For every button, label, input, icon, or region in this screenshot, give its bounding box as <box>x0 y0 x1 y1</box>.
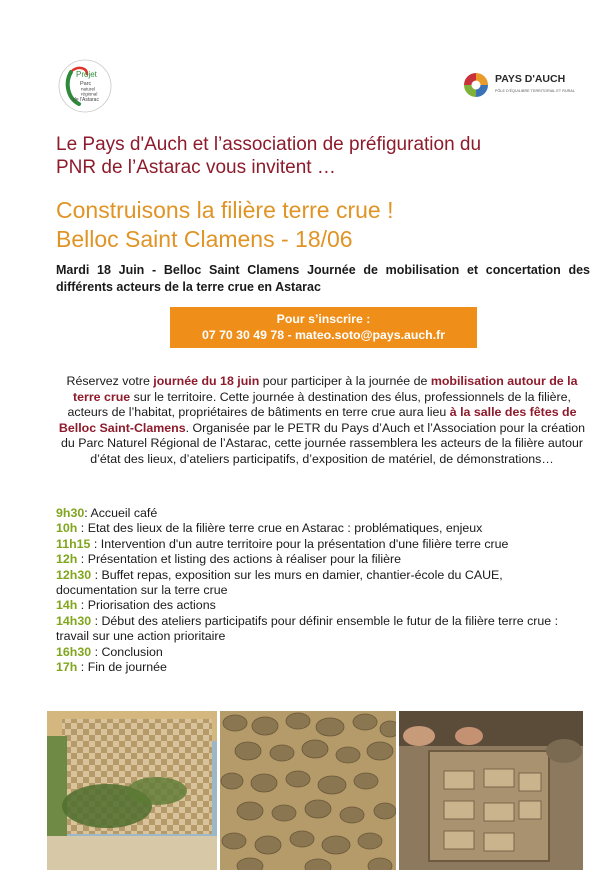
svg-text:Projet: Projet <box>76 70 97 79</box>
invitation-line: PNR de l’Astarac vous invitent … <box>56 157 336 178</box>
schedule-item: 14h30 : Début des ateliers participatifs pour définir ensemble le futur de la filière terre crue : travail sur une action prioritaire <box>56 613 559 644</box>
schedule-text: Fin de journée <box>87 660 167 675</box>
intro-text: . Organisée par le PETR du Pays d’Auch et l’Association pour la création du Parc Naturel Régional de l’Astarac, cette journée rassemblera les acteurs de la filière autour d’état des lieux, d’ateliers participatifs, d’exposition de matériel, de démonstrations… <box>60 420 586 466</box>
svg-text:naturel: naturel <box>81 86 96 92</box>
invitation-heading <box>56 133 576 179</box>
earth-brick-making-photo <box>399 711 583 870</box>
schedule-text: Début des ateliers participatifs pour définir ensemble le futur de la filière terre crue : travail sur une action prioritaire <box>56 613 559 644</box>
schedule-time: 17h <box>56 660 78 675</box>
registration-label: Pour s’inscrire : <box>276 312 371 326</box>
schedule-list <box>56 506 576 675</box>
schedule-item: 14h : Priorisation des actions <box>56 598 216 613</box>
intro-highlight-venue: à la salle des fêtes de Belloc Saint-Clamens <box>58 405 577 435</box>
schedule-time: 12h <box>56 552 78 567</box>
intro-highlight-topic: mobilisation autour de la terre crue <box>73 374 578 404</box>
schedule-time: 10h <box>56 521 78 536</box>
schedule-item: 16h30 : Conclusion <box>56 644 163 659</box>
intro-highlight-date: journée du 18 juin <box>153 374 260 388</box>
registration-box[interactable] <box>170 307 477 348</box>
schedule-item: 12h30 : Buffet repas, exposition sur les murs en damier, chantier-école du CAUE, documentation sur la terre crue <box>56 567 503 598</box>
event-title-line: Belloc Saint Clamens - 18/06 <box>56 226 353 252</box>
svg-text:de l'Astarac: de l'Astarac <box>73 97 99 103</box>
event-subtitle: Mardi 18 Juin - Belloc Saint Clamens Journée de mobilisation et concertation des différents acteurs de la terre crue en Astarac <box>56 263 590 294</box>
pebble-earth-wall-photo <box>220 711 396 870</box>
pays-auch-name: PAYS D'AUCH <box>495 73 566 85</box>
pays-auch-subtitle: PÔLE D'ÉQUILIBRE TERRITORIAL ET RURAL <box>495 89 575 93</box>
intro-text: Réservez votre <box>66 374 154 388</box>
schedule-item: 10h : Etat des lieux de la filière terre crue en Astarac : problématiques, enjeux <box>56 521 483 536</box>
pays-auch-emblem-icon <box>461 70 491 100</box>
schedule-item: 11h15 : Intervention d'un autre territoire pour la présentation d'une filière terre crue <box>56 536 509 551</box>
pnr-astarac-logo <box>57 58 113 114</box>
svg-text:Parc: Parc <box>80 81 92 87</box>
schedule-text: Priorisation des actions <box>87 598 216 613</box>
intro-paragraph <box>56 374 588 468</box>
photo-strip <box>47 711 583 870</box>
intro-text: pour participer à la journée de <box>259 374 431 388</box>
schedule-time: 14h30 <box>56 613 92 628</box>
checkerboard-earth-wall-photo <box>47 711 217 870</box>
schedule-time: 9h30 <box>56 506 85 520</box>
schedule-time: 11h15 <box>56 536 91 551</box>
registration-contact[interactable]: 07 70 30 49 78 - mateo.soto@pays.auch.fr <box>201 328 445 342</box>
pays-auch-logo <box>461 70 586 106</box>
schedule-text: Présentation et listing des actions à réaliser pour la filière <box>87 552 402 567</box>
svg-text:régional: régional <box>81 91 98 97</box>
schedule-item: 12h : Présentation et listing des actions à réaliser pour la filière <box>56 552 402 567</box>
event-title <box>56 196 576 254</box>
schedule-time: 12h30 <box>56 567 92 582</box>
intro-text: sur le territoire. Cette journée à destination des élus, professionnels de la filière, acteurs de l’habitat, propriétaires de bâtiments en terre crue aura lieu <box>67 389 571 420</box>
event-title-line: Construisons la filière terre crue ! <box>56 197 394 223</box>
schedule-time: 16h30 <box>56 644 92 659</box>
schedule-time: 14h <box>56 598 78 613</box>
schedule-text: Accueil café <box>90 506 158 520</box>
schedule-item: 17h : Fin de journée <box>56 660 167 675</box>
invitation-line: Le Pays d'Auch et l’association de préfiguration du <box>56 134 482 155</box>
schedule-item: 9h30: Accueil café <box>56 506 158 520</box>
schedule-text: Buffet repas, exposition sur les murs en damier, chantier-école du CAUE, documentation sur la terre crue <box>56 567 503 598</box>
schedule-text: Conclusion <box>101 644 163 659</box>
schedule-text: Intervention d'un autre territoire pour la présentation d'une filière terre crue <box>100 536 509 551</box>
schedule-text: Etat des lieux de la filière terre crue en Astarac : problématiques, enjeux <box>87 521 483 536</box>
